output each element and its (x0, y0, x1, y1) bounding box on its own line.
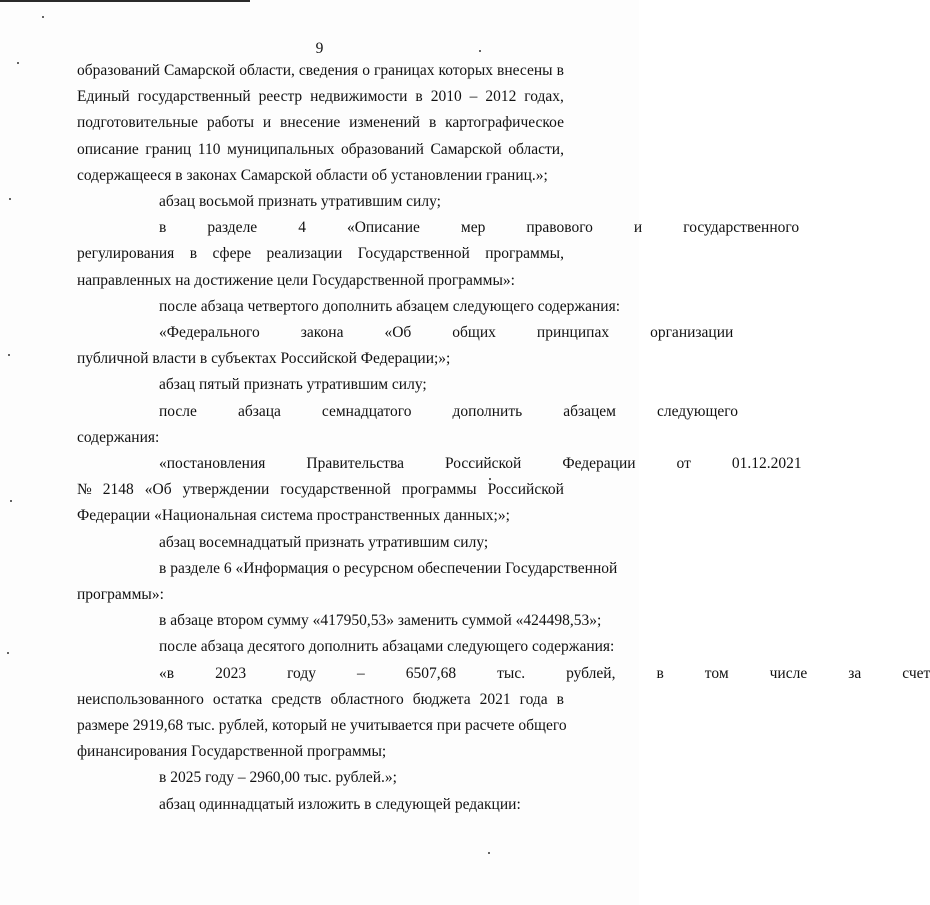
word: дополнить (452, 402, 523, 420)
text-line (77, 399, 738, 425)
word: Правительства (306, 455, 404, 473)
word: 2021 (479, 690, 511, 708)
text-line (77, 451, 802, 477)
word: года (519, 690, 548, 708)
word: границах (373, 62, 435, 79)
word: регулирования (77, 245, 175, 263)
document-body (77, 58, 930, 818)
word: после (159, 402, 197, 420)
word: остатка (212, 690, 263, 708)
word: семнадцатого (321, 402, 412, 420)
word: сведения (298, 62, 359, 79)
word: от (676, 455, 691, 473)
word: внесение (280, 114, 341, 132)
word: в (556, 690, 564, 708)
word: Федерации (562, 455, 636, 473)
word: бюджета (412, 690, 471, 708)
scan-speck (9, 198, 11, 200)
word: числе (769, 664, 808, 682)
word: за (848, 664, 862, 682)
word: программы (401, 481, 477, 499)
word: работы (206, 114, 255, 132)
word: государственной (280, 481, 391, 499)
text-line (77, 320, 734, 346)
word: рублей, (566, 664, 616, 682)
word: «Описание (346, 219, 420, 237)
word: Государственной (357, 245, 470, 263)
word: 6507,68 (405, 664, 457, 682)
word: 4 (298, 219, 306, 237)
text-line (77, 661, 930, 687)
word: годах, (524, 88, 564, 106)
word: государственный (137, 88, 251, 106)
text-line: абзац восемнадцатый признать утратившим силу; (159, 533, 489, 551)
word: области, (239, 62, 295, 79)
word: которых (438, 62, 494, 79)
word: Российской (444, 455, 522, 473)
word: о (362, 62, 370, 79)
word: государственного (683, 219, 800, 237)
word: – (357, 664, 365, 682)
word: внесены (497, 62, 553, 79)
word: утверждении (182, 481, 270, 499)
text-line: публичной власти в субъектах Российской Федерации;»; (77, 350, 451, 368)
text-line (77, 110, 564, 136)
word: и (262, 114, 272, 132)
word: в (656, 664, 664, 682)
word: абзацем (563, 402, 616, 420)
word: границ (145, 140, 192, 158)
word: том (704, 664, 729, 682)
scan-speck (10, 500, 12, 502)
text-line: в разделе 6 «Информация о ресурсном обеспечении Государственной (159, 559, 618, 577)
word: «Федерального (159, 324, 260, 342)
text-line (77, 241, 564, 267)
word: 2148 (102, 481, 134, 499)
word: области, (508, 140, 564, 158)
text-line: размере 2919,68 тыс. рублей, который не учитывается при расчете общего (77, 717, 567, 735)
word: описание (77, 140, 139, 158)
text-line: после абзаца четвертого дополнить абзацем следующего содержания: (159, 297, 621, 315)
word: Самарской (430, 140, 502, 158)
text-line: абзац пятый признать утратившим силу; (159, 376, 427, 394)
word: абзаца (237, 402, 281, 420)
word: неиспользованного (77, 690, 204, 708)
scan-speck (488, 852, 490, 854)
word: «Об (144, 481, 172, 499)
word: в (556, 62, 564, 79)
word: Российской (487, 481, 564, 499)
word: образований (340, 140, 424, 158)
word: мер (460, 219, 486, 237)
text-line (77, 477, 564, 503)
word: общих (452, 324, 496, 342)
text-line: финансирования Государственной программы; (77, 743, 387, 761)
text-line: содержания: (77, 428, 160, 446)
word: закона (300, 324, 344, 342)
word: Самарской (163, 62, 236, 79)
word: муниципальных (227, 140, 335, 158)
word: – (469, 88, 478, 106)
word: 2012 (485, 88, 517, 106)
word: счет (902, 664, 930, 682)
text-line: в 2025 году – 2960,00 тыс. рублей.»; (159, 769, 397, 787)
text-line (77, 58, 564, 84)
word: средств (271, 690, 322, 708)
word: следующего (656, 402, 738, 420)
top-edge-rule (0, 0, 250, 2)
word: «постановления (159, 455, 266, 473)
word: тыс. (497, 664, 526, 682)
word: Единый (77, 88, 130, 106)
text-line (77, 215, 800, 241)
word: № (77, 481, 92, 499)
scan-speck (8, 354, 10, 356)
text-line (77, 687, 564, 713)
word: подготовительные (77, 114, 198, 132)
word: разделе (207, 219, 258, 237)
word: принципах (536, 324, 610, 342)
text-line (77, 84, 564, 110)
word: реализации (266, 245, 343, 263)
text-line: содержащееся в законах Самарской области об установлении границ.»; (77, 166, 548, 184)
text-line: программы»: (77, 586, 164, 604)
word: программы, (485, 245, 564, 263)
page-number: 9 (315, 40, 324, 57)
word: областного (330, 690, 404, 708)
word: в (159, 219, 167, 237)
word: в (428, 114, 437, 132)
word: 2010 (430, 88, 462, 106)
word: правового (526, 219, 593, 237)
word: 2023 (215, 664, 247, 682)
text-line: абзац восьмой признать утратившим силу; (159, 193, 441, 211)
text-line: Федерации «Национальная система пространственных данных;»; (77, 507, 510, 525)
word: образований (77, 62, 160, 79)
word: изменений (349, 114, 421, 132)
word: в (189, 245, 198, 263)
word: недвижимости (310, 88, 408, 106)
text-line: после абзаца десятого дополнить абзацами следующего содержания: (159, 638, 615, 656)
scan-speck (17, 62, 19, 64)
word: картографическое (445, 114, 564, 132)
word: организации (650, 324, 734, 342)
word: 110 (197, 140, 221, 158)
word: году (287, 664, 316, 682)
word: «в (159, 664, 175, 682)
scan-speck (42, 16, 44, 18)
word: «Об (384, 324, 412, 342)
word: 01.12.2021 (731, 455, 802, 473)
word: в (415, 88, 423, 106)
word: реестр (258, 88, 303, 106)
scan-speck (7, 652, 9, 654)
word: и (633, 219, 643, 237)
text-line: абзац одиннадцатый изложить в следующей редакции: (159, 795, 521, 813)
text-line (77, 137, 564, 163)
word: сфере (212, 245, 252, 263)
text-line: в абзаце втором сумму «417950,53» заменить суммой «424498,53»; (159, 612, 602, 630)
text-line: направленных на достижение цели Государственной программы»: (77, 271, 515, 289)
